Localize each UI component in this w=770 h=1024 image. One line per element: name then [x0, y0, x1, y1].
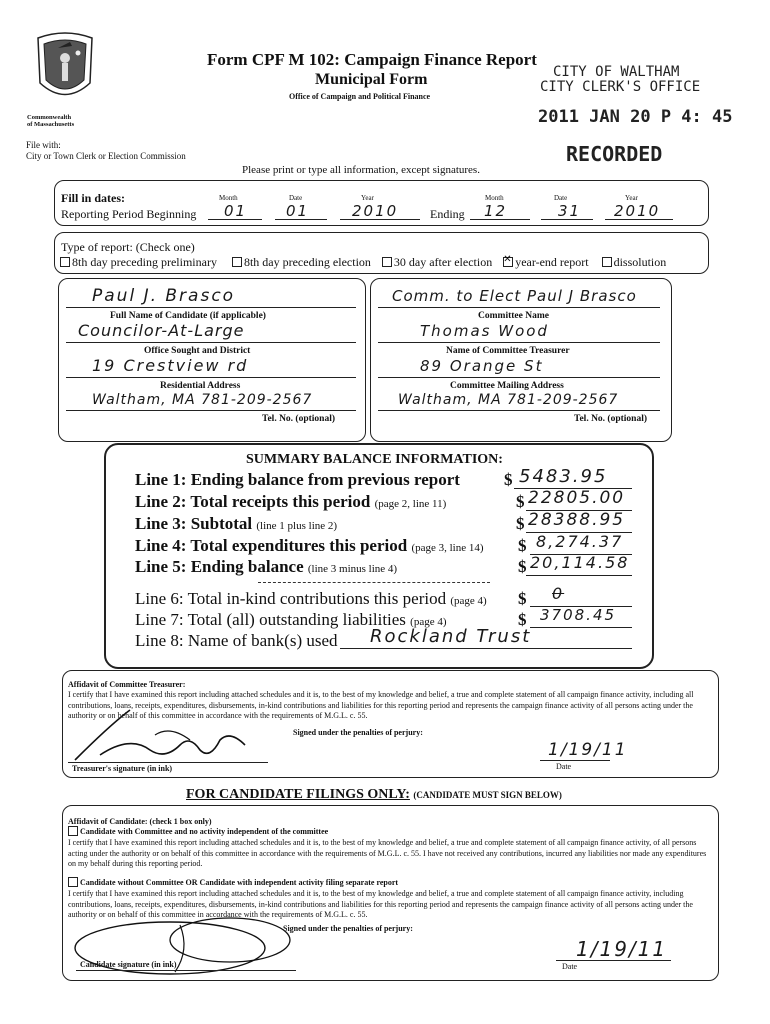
summary-line-1: Line 1: Ending balance from previous report [135, 470, 460, 489]
recorded-stamp: RECORDED [566, 142, 663, 166]
committee-name-line [378, 307, 660, 308]
candidate-date-line [556, 960, 671, 961]
report-type-options [60, 255, 710, 270]
treasurer-signature[interactable] [70, 705, 270, 765]
office-sought-label: Office Sought and District [144, 346, 251, 356]
period-ending-label: Ending [430, 207, 465, 221]
clerk-stamp-date: 2011 JAN 20 P 4: 45 [538, 107, 733, 127]
office-sought-line [66, 342, 356, 343]
treasurer-date-line [540, 760, 610, 761]
summary-line-4: Line 4: Total expenditures this period (page 3, line 14) [135, 536, 484, 555]
candidate-option-1[interactable]: Candidate with Committee and no activity independent of the committee [68, 827, 328, 838]
form-title: Form CPF M 102: Campaign Finance Report [207, 50, 537, 69]
candidate-perjury-label: Signed under the penalties of perjury: [283, 924, 413, 933]
state-seal [30, 28, 100, 110]
candidate-option-1-text: I certify that I have examined this report including attached schedules and it is, to the best of my knowledge and belief, a true and complete statement of all campaign finance activity, of all persons acting under the authority or on behalf of this committee in accordance with the requirements of M.G.L. c. 55. I have not received any contributions, incurred any liabilities nor made any expenditures on my behalf during this reporting period. [68, 838, 707, 868]
dollar-sign: $ [518, 589, 527, 608]
line-5-value[interactable]: 20,114.58 [530, 553, 630, 572]
committee-address-label: Committee Mailing Address [450, 381, 564, 391]
treasurer-affidavit-title: Affidavit of Committee Treasurer: [68, 680, 186, 689]
bank-name-rule [340, 648, 632, 649]
candidate-option-2-text: I certify that I have examined this report including attached schedules and it is, to the best of my knowledge and belief, a true and complete statement of all campaign finance activity, including contributions, loans, receipts, expenditures, disbursements, in-kind contributions and liabilities for this reporting period and represents the campaign finance activity of all persons acting under the authority or on behalf of this committee in accordance with the requirements of M.G.L. c. 55. [68, 889, 693, 919]
committee-name-label: Committee Name [478, 311, 549, 321]
summary-line-5: Line 5: Ending balance (line 3 minus line 4) [135, 557, 398, 576]
clerk-stamp-line2: CITY CLERK'S OFFICE [540, 79, 701, 95]
dollar-sign: $ [504, 470, 513, 489]
candidate-affidavit-title: Affidavit of Candidate: (check 1 box only) [68, 817, 212, 826]
candidate-city-phone-value[interactable]: Waltham, MA 781-209-2567 [92, 392, 313, 408]
summary-line-7: Line 7: Total (all) outstanding liabilities (page 4) [135, 610, 447, 629]
end-date-header: Date [554, 194, 568, 202]
treasurer-signature-line [68, 762, 268, 763]
candidate-name-label: Full Name of Candidate (if applicable) [110, 311, 266, 321]
line-4-value[interactable]: 8,274.37 [536, 532, 624, 551]
form-subtitle: Municipal Form [315, 71, 428, 88]
end-year-value[interactable]: 2010 [614, 202, 661, 220]
committee-address-line [378, 377, 660, 378]
committee-phone-label: Tel. No. (optional) [574, 414, 648, 424]
end-month-header: Month [485, 194, 504, 202]
candidate-phone-label: Tel. No. (optional) [262, 414, 336, 424]
treasurer-affidavit-text: I certify that I have examined this report including attached schedules and it is, to the best of my knowledge and belief, a true and complete statement of all campaign finance activity, including all contributions, loans, receipts, expenditures, disbursements, in-kind contributions and liabilities for this reporting period and represents the campaign finance activity of all persons acting under the authority or on behalf of this committee in accordance with the requirements of M.G.L. c. 55. [68, 690, 694, 720]
dollar-sign: $ [516, 492, 525, 511]
committee-city-line [378, 410, 660, 411]
option-8th-election[interactable]: 8th day preceding election [232, 255, 371, 269]
bank-name-value[interactable]: Rockland Trust [370, 626, 532, 647]
clerk-stamp-line1: CITY OF WALTHAM [553, 64, 680, 80]
treasurer-date-value[interactable]: 1/19/11 [548, 740, 628, 760]
residential-address-line [66, 377, 356, 378]
summary-line-3: Line 3: Subtotal (line 1 plus line 2) [135, 514, 338, 533]
treasurer-name-line [378, 342, 660, 343]
option-dissolution[interactable]: dissolution [602, 255, 667, 269]
summary-title: SUMMARY BALANCE INFORMATION: [246, 452, 503, 467]
option-year-end[interactable]: ✕ year-end report [503, 255, 588, 269]
dollar-sign: $ [518, 557, 527, 576]
summary-line-2: Line 2: Total receipts this period (page 2, line 11) [135, 492, 447, 511]
begin-date-value[interactable]: 01 [286, 202, 310, 220]
begin-date-header: Date [289, 194, 303, 202]
end-date-value[interactable]: 31 [558, 202, 582, 220]
end-year-header: Year [625, 194, 638, 202]
residential-address-value[interactable]: 19 Crestview rd [92, 356, 249, 375]
checkbox[interactable] [232, 257, 242, 267]
office-sought-value[interactable]: Councilor-At-Large [78, 321, 245, 340]
report-type-label: Type of report: (Check one) [61, 240, 195, 254]
line-3-value[interactable]: 28388.95 [528, 510, 626, 530]
checkbox[interactable] [382, 257, 392, 267]
candidate-option-2[interactable]: Candidate without Committee OR Candidate with independent activity filing separate report [68, 878, 398, 889]
treasurer-date-label: Date [556, 762, 572, 771]
checkbox[interactable] [60, 257, 70, 267]
seal-caption: Commonwealth of Massachusetts [27, 114, 75, 128]
dollar-sign: $ [518, 536, 527, 555]
begin-year-value[interactable]: 2010 [352, 202, 399, 220]
candidate-date-label: Date [562, 962, 578, 971]
dollar-sign: $ [516, 514, 525, 533]
begin-year-header: Year [361, 194, 374, 202]
line-5-rule [526, 575, 632, 576]
committee-city-phone-value[interactable]: Waltham, MA 781-209-2567 [398, 392, 619, 408]
treasurer-signature-label: Treasurer's signature (in ink) [72, 764, 173, 773]
line-7-value[interactable]: 3708.45 [540, 606, 617, 624]
line-1-value[interactable]: 5483.95 [519, 466, 608, 487]
line-7-rule [530, 627, 632, 628]
committee-address-value[interactable]: 89 Orange St [420, 357, 544, 375]
checkbox[interactable] [68, 826, 78, 836]
candidate-name-value[interactable]: Paul J. Brasco [92, 286, 236, 306]
office-name: Office of Campaign and Political Finance [289, 92, 431, 101]
print-instruction: Please print or type all information, except signatures. [242, 164, 480, 176]
committee-name-value[interactable]: Comm. to Elect Paul J Brasco [392, 287, 637, 305]
summary-line-8: Line 8: Name of bank(s) used [135, 631, 338, 650]
period-beginning-label: Reporting Period Beginning [61, 207, 197, 221]
begin-month-value[interactable]: 01 [224, 202, 248, 220]
candidate-filings-heading: FOR CANDIDATE FILINGS ONLY: (CANDIDATE MUST SIGN BELOW) [186, 787, 562, 802]
summary-separator [258, 582, 490, 583]
summary-line-6: Line 6: Total in-kind contributions this period (page 4) [135, 589, 487, 608]
dollar-sign: $ [518, 610, 527, 629]
candidate-name-line [66, 307, 356, 308]
line-6-value[interactable]: 0 [552, 584, 565, 603]
file-with: File with: City or Town Clerk or Election Commission [26, 140, 186, 161]
candidate-city-line [66, 410, 356, 411]
checkbox[interactable] [68, 877, 78, 887]
checkbox[interactable] [602, 257, 612, 267]
line-2-value[interactable]: 22805.00 [528, 488, 626, 508]
dates-label: Fill in dates: [61, 191, 126, 205]
option-30-day[interactable]: 30 day after election [382, 255, 492, 269]
checkbox-checked[interactable] [503, 257, 513, 267]
end-month-value[interactable]: 12 [484, 202, 508, 220]
treasurer-name-value[interactable]: Thomas Wood [420, 322, 549, 340]
treasurer-name-label: Name of Committee Treasurer [446, 346, 570, 356]
residential-address-label: Residential Address [160, 381, 241, 391]
candidate-date-value[interactable]: 1/19/11 [576, 937, 668, 961]
begin-month-header: Month [219, 194, 238, 202]
treasurer-perjury-label: Signed under the penalties of perjury: [293, 728, 423, 737]
candidate-signature-label: Candidate signature (in ink) [80, 960, 177, 969]
option-8th-preliminary[interactable]: 8th day preceding preliminary [60, 255, 217, 269]
